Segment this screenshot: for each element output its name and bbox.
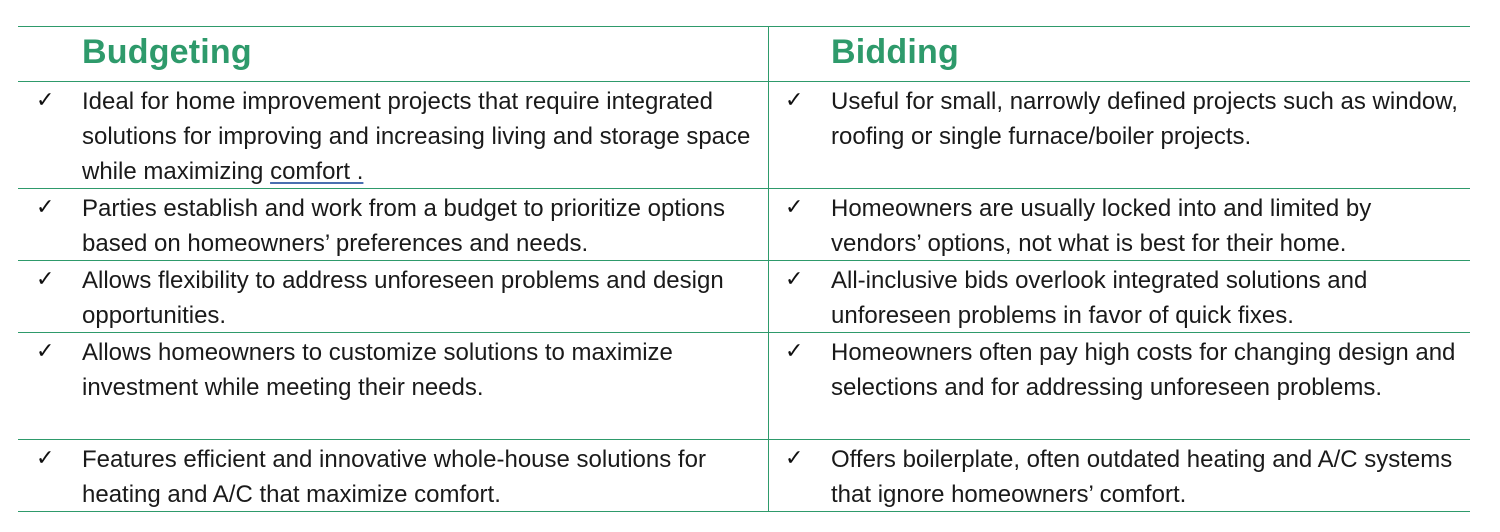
budgeting-cell bbox=[18, 333, 768, 439]
checkmark-icon: ✓ bbox=[785, 88, 804, 113]
budgeting-cell bbox=[18, 261, 768, 332]
bidding-cell bbox=[768, 333, 1470, 439]
table-row bbox=[18, 440, 1470, 512]
bidding-point: Homeowners often pay high costs for changing design and selections and for addressing unforeseen problems. bbox=[831, 339, 1456, 401]
bidding-cell bbox=[768, 82, 1470, 188]
budgeting-point: Features efficient and innovative whole-house solutions for heating and A/C that maximize comfort. bbox=[82, 446, 706, 508]
budgeting-heading: Budgeting bbox=[82, 33, 252, 71]
table-row bbox=[18, 189, 1470, 261]
table-row bbox=[18, 333, 1470, 440]
budgeting-cell bbox=[18, 440, 768, 511]
checkmark-icon: ✓ bbox=[36, 446, 55, 471]
header-row bbox=[18, 27, 1470, 82]
table-row bbox=[18, 82, 1470, 189]
checkmark-icon: ✓ bbox=[36, 195, 55, 220]
checkmark-icon: ✓ bbox=[785, 446, 804, 471]
bidding-cell bbox=[768, 189, 1470, 260]
table-row bbox=[18, 261, 1470, 333]
budgeting-point: Ideal for home improvement projects that require integrated solutions for improving and increasing living and storage space while maximizing comfort . bbox=[82, 88, 751, 185]
checkmark-icon: ✓ bbox=[785, 267, 804, 292]
budgeting-point: Parties establish and work from a budget to prioritize options based on homeowners’ preferences and needs. bbox=[82, 195, 725, 257]
checkmark-icon: ✓ bbox=[785, 195, 804, 220]
bidding-point: Offers boilerplate, often outdated heating and A/C systems that ignore homeowners’ comfort. bbox=[831, 446, 1453, 508]
bidding-cell bbox=[768, 261, 1470, 332]
bidding-cell bbox=[768, 440, 1470, 511]
header-cell-bidding bbox=[768, 27, 1470, 81]
bidding-point: Useful for small, narrowly defined projects such as window, roofing or single furnace/boiler projects. bbox=[831, 88, 1458, 150]
header-cell-budgeting bbox=[18, 27, 768, 81]
checkmark-icon: ✓ bbox=[36, 267, 55, 292]
bidding-point: Homeowners are usually locked into and limited by vendors’ options, not what is best for their home. bbox=[831, 195, 1372, 257]
comfort-link[interactable]: comfort . bbox=[270, 158, 364, 185]
bidding-heading: Bidding bbox=[831, 33, 959, 71]
budgeting-cell bbox=[18, 82, 768, 188]
checkmark-icon: ✓ bbox=[36, 339, 55, 364]
checkmark-icon: ✓ bbox=[785, 339, 804, 364]
comparison-table bbox=[18, 26, 1470, 512]
checkmark-icon: ✓ bbox=[36, 88, 55, 113]
bidding-point: All-inclusive bids overlook integrated solutions and unforeseen problems in favor of quick fixes. bbox=[831, 267, 1368, 329]
budgeting-cell bbox=[18, 189, 768, 260]
budgeting-point: Allows flexibility to address unforeseen problems and design opportunities. bbox=[82, 267, 724, 329]
budgeting-point: Allows homeowners to customize solutions to maximize investment while meeting their needs. bbox=[82, 339, 673, 401]
